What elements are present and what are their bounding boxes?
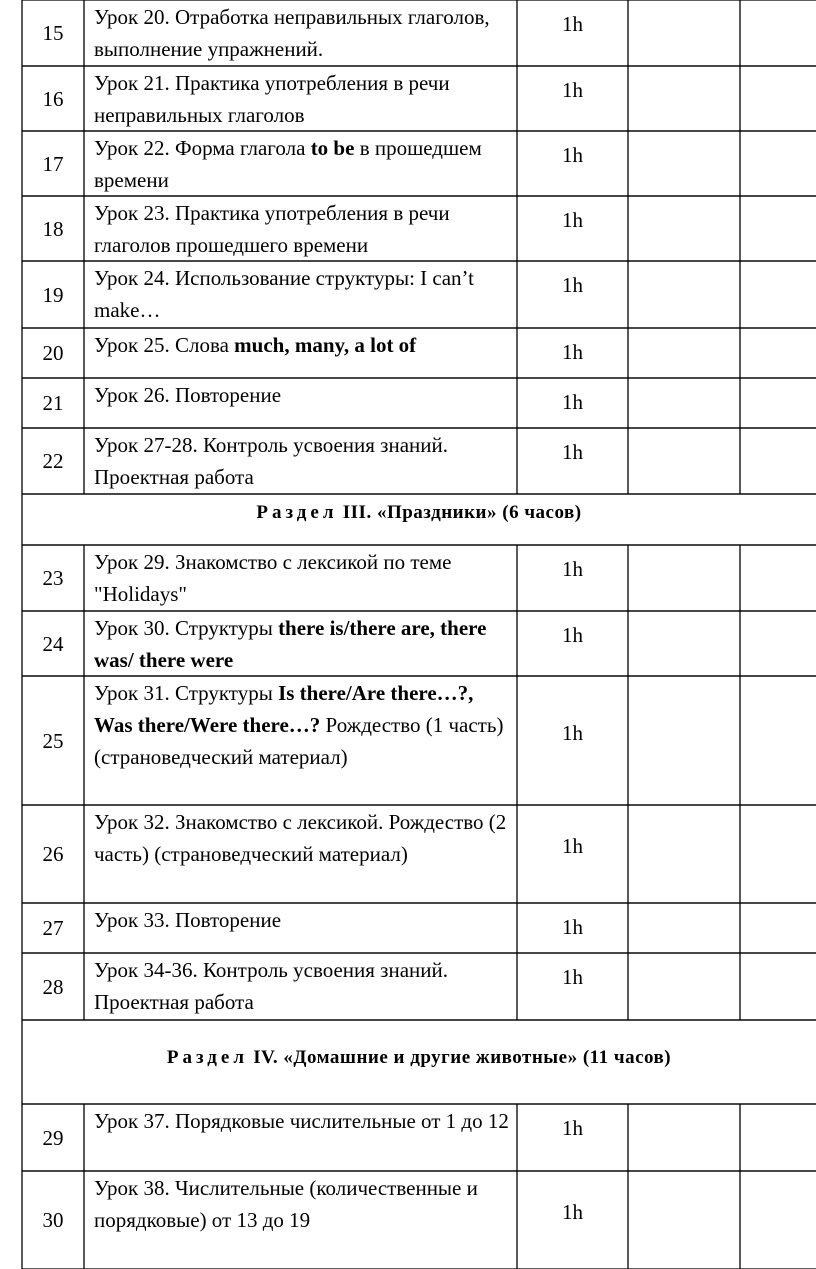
date-fact-cell xyxy=(740,1171,816,1269)
title-text: Урок 38. Числительные (количественные и порядковые) от 13 до 19 xyxy=(94,1176,478,1232)
hours-value: 1h xyxy=(562,273,583,297)
date-plan-cell xyxy=(628,428,740,494)
date-plan-cell xyxy=(628,261,740,328)
lesson-title xyxy=(94,904,513,936)
hours-value: 1h xyxy=(562,12,583,36)
title-text: Урок 30. Структуры xyxy=(94,616,279,640)
title-text: Урок 20. Отработка неправильных глаголов, выполнение упражнений. xyxy=(94,5,490,61)
title-text: Урок 26. Повторение xyxy=(94,383,282,407)
date-fact-cell xyxy=(740,0,816,66)
section-title: III. «Праздники» (6 часов) xyxy=(337,502,582,523)
row-number: 16 xyxy=(42,86,64,111)
title-text: Рождество (1 часть) (страноведческий материал) xyxy=(94,713,504,769)
date-plan-cell xyxy=(628,131,740,196)
hours-value: 1h xyxy=(562,557,583,581)
title-text: Урок 22. Форма глагола xyxy=(94,136,311,160)
title-text: Урок 29. Знакомство с лексикой по теме "Holidays" xyxy=(94,550,452,606)
lesson-title xyxy=(94,1,513,65)
bold-term: Is there/Are there…?, Was there/Were there…? xyxy=(94,681,474,737)
date-fact-cell xyxy=(740,545,816,611)
row-number: 19 xyxy=(42,282,64,307)
title-text: Урок 24. Использование структуры: I can’t make… xyxy=(94,266,474,322)
row-number: 22 xyxy=(42,449,64,473)
hours-value: 1h xyxy=(562,915,583,939)
hours-value: 1h xyxy=(562,623,583,647)
title-text: Урок 21. Практика употребления в речи неправильных глаголов xyxy=(94,71,450,127)
date-fact-cell xyxy=(740,611,816,676)
bold-term: much, many, a lot of xyxy=(234,333,417,357)
hours-value: 1h xyxy=(562,720,583,745)
row-number: 26 xyxy=(42,842,64,866)
date-fact-cell xyxy=(740,196,816,261)
hours-value: 1h xyxy=(562,340,583,364)
row-number: 20 xyxy=(42,341,64,365)
date-plan-cell xyxy=(628,545,740,611)
row-number: 30 xyxy=(42,1208,64,1232)
title-text: в прошедшем времени xyxy=(94,136,482,192)
title-text: Урок 32. Знакомство с лексикой. Рождество (2 часть) (страноведческий материал) xyxy=(94,810,507,866)
date-plan-cell xyxy=(628,378,740,428)
date-plan-cell xyxy=(628,328,740,378)
row-number: 18 xyxy=(42,216,64,241)
hours-value: 1h xyxy=(562,1116,583,1140)
date-fact-cell xyxy=(740,428,816,494)
row-number: 25 xyxy=(42,728,64,753)
section-header xyxy=(22,502,816,524)
row-number: 17 xyxy=(42,151,64,176)
row-number: 27 xyxy=(42,916,64,940)
lesson-title xyxy=(94,546,513,610)
lesson-title xyxy=(94,329,513,361)
row-number: 15 xyxy=(42,21,64,45)
row-number: 21 xyxy=(42,391,64,415)
title-text: Урок 25. Слова xyxy=(94,333,235,357)
lesson-title xyxy=(94,1105,513,1137)
lesson-title xyxy=(94,429,513,493)
lesson-title xyxy=(94,954,513,1018)
date-fact-cell xyxy=(740,378,816,428)
date-plan-cell xyxy=(628,805,740,903)
lesson-title xyxy=(94,806,513,870)
title-text: Урок 37. Порядковые числительные от 1 до 12 xyxy=(94,1109,509,1133)
hours-value: 1h xyxy=(562,78,583,102)
title-text: Урок 33. Повторение xyxy=(94,908,282,932)
lesson-title xyxy=(94,262,513,326)
date-plan-cell xyxy=(628,611,740,676)
date-fact-cell xyxy=(740,328,816,378)
bold-term: there is/there are, there was/ there were xyxy=(94,616,487,672)
section-prefix: Раздел xyxy=(256,502,338,523)
date-fact-cell xyxy=(740,261,816,328)
date-fact-cell xyxy=(740,1104,816,1171)
lesson-title xyxy=(94,379,513,411)
date-plan-cell xyxy=(628,196,740,261)
section-header xyxy=(22,1047,816,1069)
hours-value: 1h xyxy=(562,208,583,232)
date-fact-cell xyxy=(740,953,816,1020)
date-plan-cell xyxy=(628,66,740,131)
date-plan-cell xyxy=(628,903,740,953)
lesson-title xyxy=(94,67,513,131)
hours-value: 1h xyxy=(562,143,583,167)
date-fact-cell xyxy=(740,66,816,131)
row-number: 23 xyxy=(42,566,64,590)
lesson-title xyxy=(94,677,513,773)
hours-value: 1h xyxy=(562,440,583,464)
date-plan-cell xyxy=(628,1171,740,1269)
section-title: IV. «Домашние и другие животные» (11 часов) xyxy=(247,1047,672,1068)
section-prefix: Раздел xyxy=(166,1047,248,1068)
row-number: 24 xyxy=(42,631,64,656)
date-plan-cell xyxy=(628,676,740,805)
title-text: Урок 23. Практика употребления в речи глаголов прошедшего времени xyxy=(94,201,450,257)
date-fact-cell xyxy=(740,903,816,953)
date-plan-cell xyxy=(628,0,740,66)
title-text: Урок 27-28. Контроль усвоения знаний. Проектная работа xyxy=(94,433,449,489)
lesson-title xyxy=(94,132,513,196)
row-number: 29 xyxy=(42,1125,64,1150)
bold-term: to be xyxy=(310,136,355,160)
lesson-title xyxy=(94,197,513,261)
row-number: 28 xyxy=(42,974,64,999)
date-plan-cell xyxy=(628,1104,740,1171)
title-text: Урок 31. Структуры xyxy=(94,681,279,705)
date-plan-cell xyxy=(628,953,740,1020)
title-text: Урок 34-36. Контроль усвоения знаний. Проектная работа xyxy=(94,958,449,1014)
hours-value: 1h xyxy=(562,1200,583,1224)
hours-value: 1h xyxy=(562,965,583,989)
lesson-title xyxy=(94,1172,513,1236)
lesson-title xyxy=(94,612,513,676)
hours-value: 1h xyxy=(562,390,583,414)
date-fact-cell xyxy=(740,805,816,903)
date-fact-cell xyxy=(740,131,816,196)
hours-value: 1h xyxy=(562,834,583,858)
date-fact-cell xyxy=(740,676,816,805)
